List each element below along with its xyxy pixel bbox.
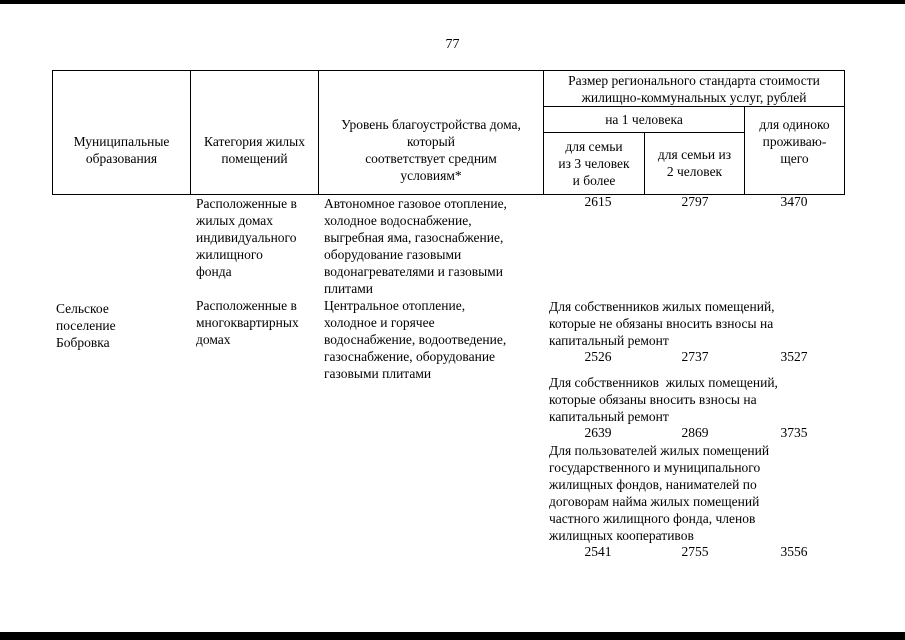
row2-group1-note: Для собственников жилых помещений, которые не обязаны вносить взносы на капитальный ремонт [549,299,775,348]
header-municipal: Муниципальные образования [73,134,170,166]
row1-value-family3: 2615 [584,194,612,209]
header-standard-title: Размер регионального стандарта стоимости жилищно-коммунальных услуг, рублей [568,73,820,105]
row1-value-single: 3470 [780,194,808,209]
row2-level: Центральное отопление, холодное и горячее водоснабжение, водоотведение, газоснабжение, оборудование газовыми плитами [324,298,507,381]
row2-group1-value-family2: 2737 [681,349,709,364]
header-single: для одиноко проживаю- щего [759,117,830,166]
scan-bottom-edge [0,632,905,640]
row2-group2-note: Для собственников жилых помещений, которые обязаны вносить взносы на капитальный ремонт [549,375,778,424]
header-per-person: на 1 человека [605,112,683,127]
scan-top-edge [0,0,905,4]
row2-group3-value-single: 3556 [780,544,808,559]
row2-municipal: Сельское поселение Бобровка [56,301,116,350]
row2-group3-note: Для пользователей жилых помещений государственного и муниципального жилищных фондов, нанимателей по договорам найма жилых помещений частного жилищного фонда, членов жилищных кооперативов [549,443,770,543]
header-level: Уровень благоустройства дома, который соответствует средним условиям* [341,117,521,183]
row2-group2-value-single: 3735 [780,425,808,440]
row1-level: Автономное газовое отопление, холодное водоснабжение, выгребная яма, газоснабжение, оборудование газовыми водонагревателями и газовыми плитами [324,196,507,296]
row2-group3-value-family3: 2541 [584,544,612,559]
row2-group2-value-family2: 2869 [681,425,709,440]
row1-category: Расположенные в жилых домах индивидуального жилищного фонда [196,196,297,279]
standard-subheader-border [543,106,845,107]
table-top-border [52,70,845,71]
header-family3: для семьи из 3 человек и более [558,139,630,188]
row2-category: Расположенные в многоквартирных домах [196,298,299,347]
row1-value-family2: 2797 [681,194,709,209]
header-family2: для семьи из 2 человек [657,147,732,179]
page-number: 77 [445,37,460,52]
row2-group3-value-family2: 2755 [681,544,709,559]
row2-group2-value-family3: 2639 [584,425,612,440]
table-right-border [844,70,845,195]
row2-group1-value-single: 3527 [780,349,808,364]
row2-group1-value-family3: 2526 [584,349,612,364]
header-category: Категория жилых помещений [204,134,305,166]
